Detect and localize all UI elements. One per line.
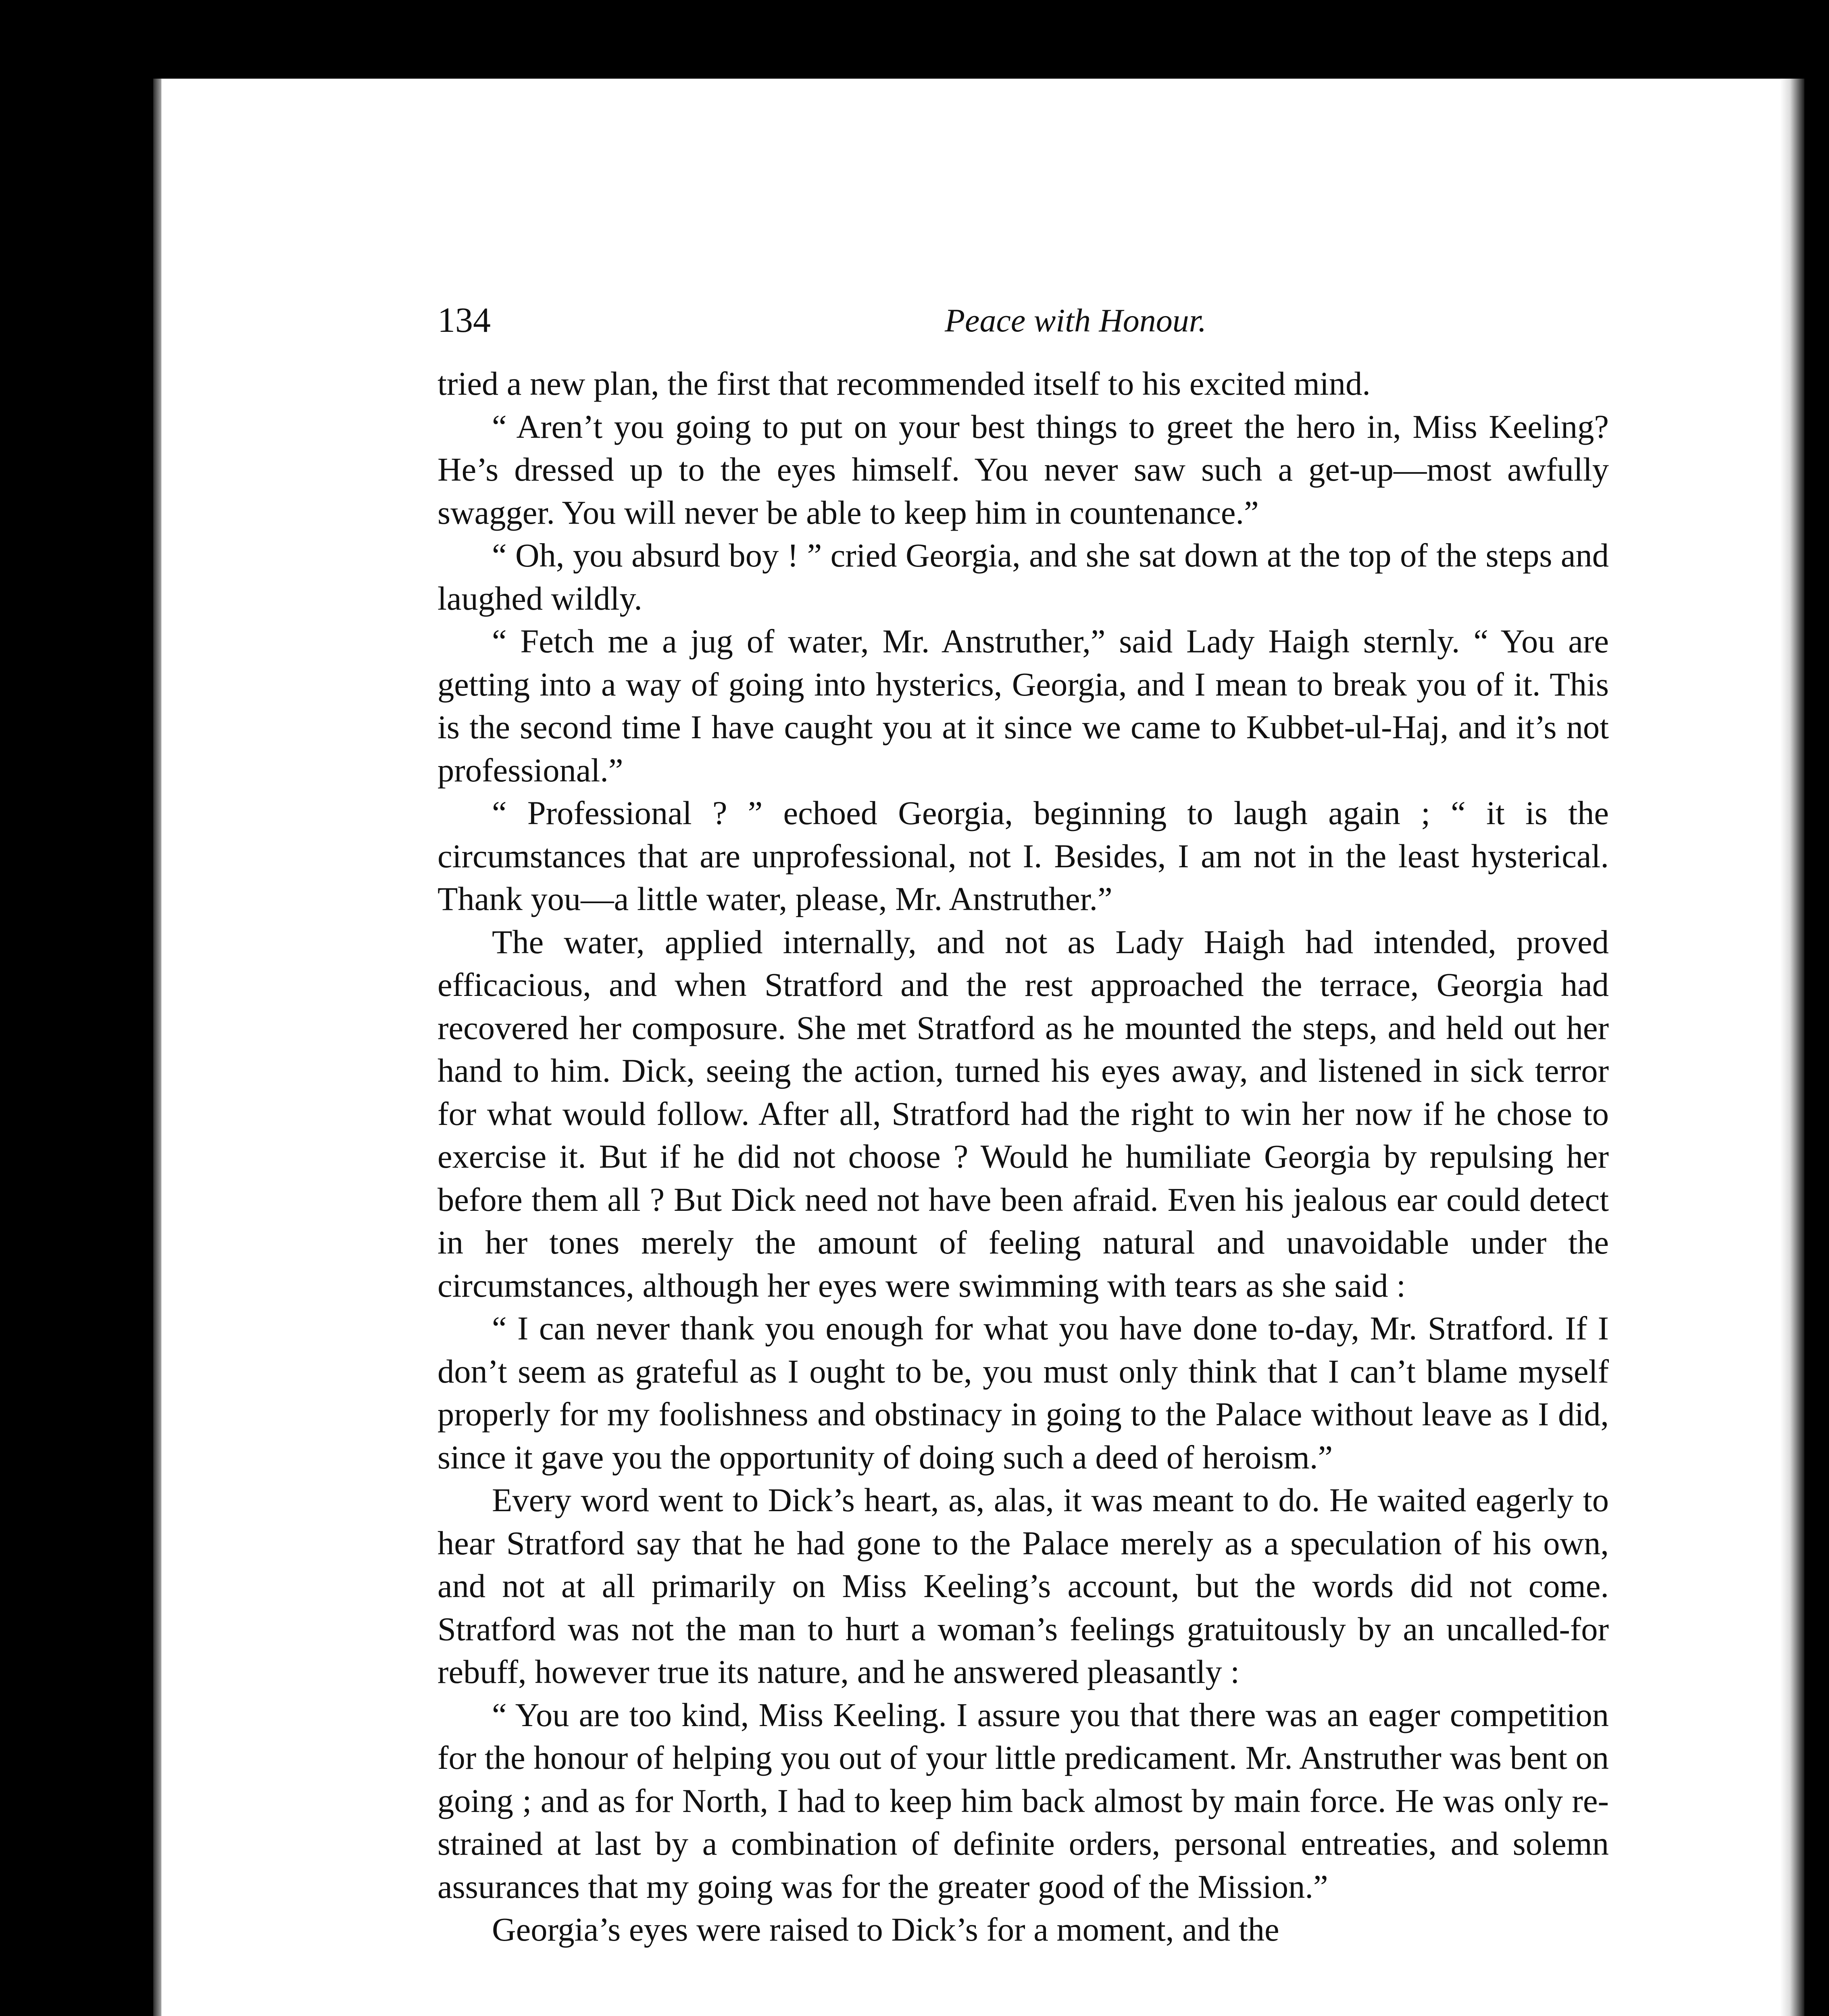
paragraph: “ Aren’t you going to put on your best things to greet the hero in, Miss Keeling? He’s dressed up to the eyes himself. You never saw such a get-up—most awfully swagger. You will never be able to keep him in countenance.” (437, 408, 1609, 531)
paragraph: Georgia’s eyes were raised to Dick’s for a moment, and the (492, 1911, 1279, 1948)
body-text (437, 362, 1609, 1951)
paragraph: “ You are too kind, Miss Keeling. I assure you that there was an eager competition for the honour of helping you out of your little predicament. Mr. Anstruther was bent on going ; and as for North, I had to keep him back almost by main force. He was only re-strained at last by a combination of definite orders, personal entreaties, and solemn assurances that my going was for the greater good of the Mission.” (437, 1696, 1609, 1905)
text-block (437, 290, 1609, 1951)
paragraph: “ I can never thank you enough for what you have done to-day, Mr. Stratford. If I don’t seem as grateful as I ought to be, you must only think that I can’t blame myself properly for my foolishness and obstinacy in going to the Palace without leave as I did, since it gave you the opportunity of doing such a deed of heroism.” (437, 1310, 1609, 1476)
paragraph: The water, applied internally, and not as Lady Haigh had intended, proved efficacious, and when Stratford and the rest approached the terrace, Georgia had recovered her composure. She met Stratford as he mounted the steps, and held out her hand to him. Dick, seeing the action, turned his eyes away, and listened in sick terror for what would follow. After all, Stratford had the right to win her now if he chose to exercise it. But if he did not choose ? Would he humiliate Georgia by repulsing her before them all ? But Dick need not have been afraid. Even his jealous ear could detect in her tones merely the amount of feeling natural and unavoidable under the circumstances, although her eyes were swimming with tears as she said : (437, 923, 1609, 1304)
running-head (437, 290, 1609, 351)
paragraph: “ Oh, you absurd boy ! ” cried Georgia, and she sat down at the top of the steps and laughed wildly. (437, 537, 1609, 617)
running-title: Peace with Honour. (944, 302, 1207, 339)
paragraph: “ Professional ? ” echoed Georgia, beginning to laugh again ; “ it is the circumstances that are unprofessional, not I. Besides, I am not in the least hysterical. Thank you—a little water, please, Mr. Anstruther.” (437, 794, 1609, 917)
paragraph: Every word went to Dick’s heart, as, alas, it was meant to do. He waited eagerly to hear Stratford say that he had gone to the Palace merely as a speculation of his own, and not at all primarily on Miss Keeling’s account, but the words did not come. Stratford was not the man to hurt a woman’s feelings gratuitously by an uncalled-for rebuff, however true its nature, and he answered pleasantly : (437, 1481, 1609, 1690)
page-edge-right (1780, 79, 1804, 2016)
paragraph: tried a new plan, the first that recommended itself to his excited mind. (437, 365, 1371, 402)
paragraph: “ Fetch me a jug of water, Mr. Anstruther,” said Lady Haigh sternly. “ You are getting into a way of going into hysterics, Georgia, and I mean to break you of it. This is the second time I have caught you at it since we came to Kubbet-ul-Haj, and it’s not professional.” (437, 623, 1609, 789)
page-number: 134 (437, 301, 491, 340)
